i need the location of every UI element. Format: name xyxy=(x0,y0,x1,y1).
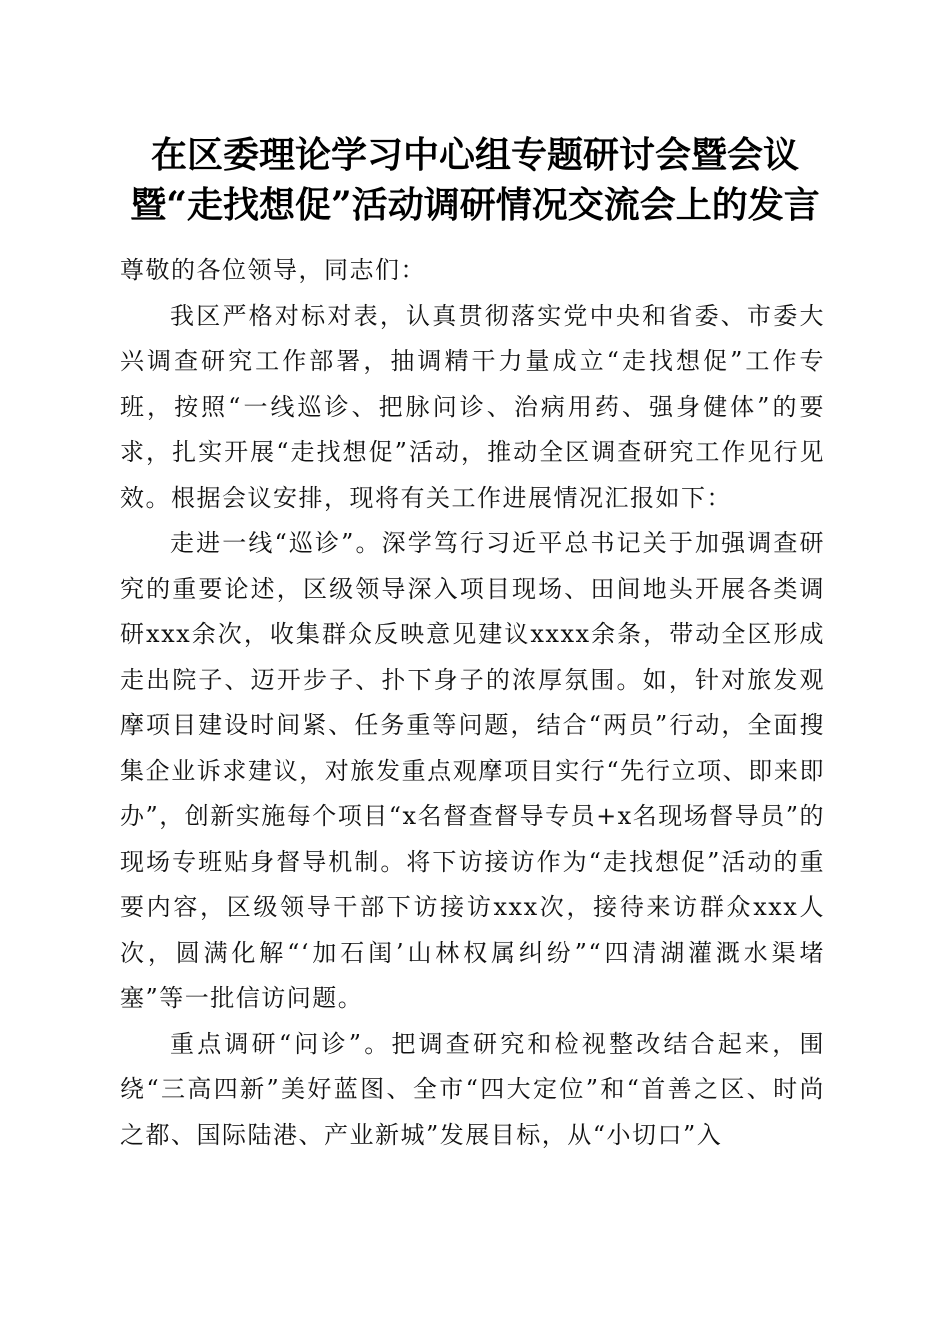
paragraph-key-research: 重点调研“问诊”。把调查研究和检视整改结合起来，围绕“三高四新”美好蓝图、全市“四大定位”和“首善之区、时尚之都、国际陆港、产业新城”发展目标，从“小切口”入 xyxy=(120,1029,825,1149)
paragraph-intro: 我区严格对标对表，认真贯彻落实党中央和省委、市委大兴调查研究工作部署，抽调精干力量成立“走找想促”工作专班，按照“一线巡诊、把脉问诊、治病用药、强身健体”的要求，扎实开展“走找想促”活动，推动全区调查研究工作见行见效。根据会议安排，现将有关工作进展情况汇报如下： xyxy=(120,301,825,512)
document-title xyxy=(100,130,850,230)
title-line-1: 在区委理论学习中心组专题研讨会暨会议 xyxy=(150,134,799,176)
title-line-2: 暨“走找想促”活动调研情况交流会上的发言 xyxy=(130,184,820,226)
document-body xyxy=(120,248,825,1158)
paragraph-frontline-inspection: 走进一线“巡诊”。深学笃行习近平总书记关于加强调查研究的重要论述，区级领导深入项目现场、田间地头开展各类调研xxx余次，收集群众反映意见建议xxxx余条，带动全区形成走出院子、迈开步子、扑下身子的浓厚氛围。如，针对旅发观摩项目建设时间紧、任务重等问题，结合“两员”行动，全面搜集企业诉求建议，对旅发重点观摩项目实行“先行立项、即来即办”，创新实施每个项目“x名督查督导专员+x名现场督导员”的现场专班贴身督导机制。将下访接访作为“走找想促”活动的重要内容，区级领导干部下访接访xxx次，接待来访群众xxx人次，圆满化解“‘加石闺’山林权属纠纷”“四清湖灌溉水渠堵塞”等一批信访问题。 xyxy=(120,529,825,1012)
salutation: 尊敬的各位领导，同志们： xyxy=(120,256,426,284)
